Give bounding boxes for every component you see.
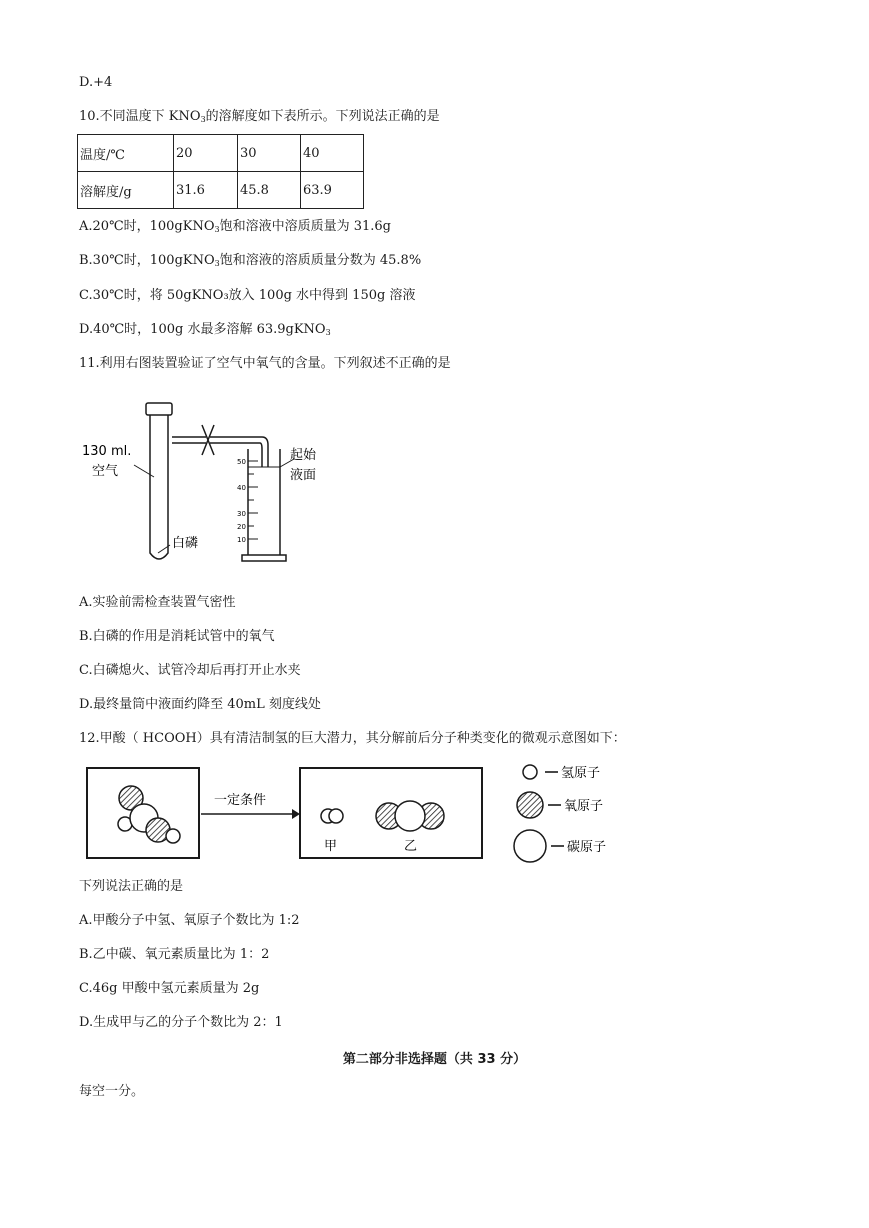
q10-option-a [79,218,391,239]
molecule-reaction-figure [84,760,644,870]
q11-option-b: B.白磷的作用是消耗试管中的氧气 [79,629,275,644]
tick-label: 50 [237,458,246,466]
table-cell: 40 [301,135,364,172]
air-pointer-shape [134,465,154,477]
initial-liquid-label-1: 起始 [290,448,317,463]
q12-option-b: B.乙中碳、氧元素质量比为 1：2 [79,947,270,962]
table-row-solubility [78,172,364,209]
table-row-temperature [78,135,364,172]
hydrogen-atom [166,829,180,843]
q10-d-sub: 3 [325,328,331,337]
tick-label: 10 [237,536,246,544]
q9-option-d: D.+4 [79,75,113,90]
q10-option-c: C.30℃时，将 50gKNO₃放入 100g 水中得到 150g 溶液 [79,288,416,303]
solubility-table [77,134,364,209]
carbon-legend-label: 碳原子 [567,840,607,855]
cylinder-ticks-shape [248,461,258,539]
q12-stem: 12.甲酸（ HCOOH）具有清洁制氢的巨大潜力，其分解前后分子种类变化的微观示意图如下： [79,731,626,746]
oxygen-apparatus-figure [80,395,350,575]
connecting-tube-shape [172,437,206,443]
volume-label: 130 ml. [82,444,132,459]
q10-stem-pre: 10.不同温度下 KNO [79,109,201,124]
q12-lead: 下列说法正确的是 [79,879,184,894]
product-b-label: 乙 [404,839,418,854]
arrow-head-shape [292,809,300,819]
test-tube-shape [150,415,168,559]
q10-a-sub: 3 [214,225,220,234]
stopper-shape [146,403,172,415]
q11-stem: 11.利用右图装置验证了空气中氧气的含量。下列叙述不正确的是 [79,356,451,371]
hydrogen-legend-label: 氢原子 [561,766,601,781]
table-cell: 31.6 [174,172,238,209]
initial-level-shape [248,459,294,467]
q10-d-pre: D.40℃时，100g 水最多溶解 63.9gKNO [79,322,326,337]
oxygen-legend-label: 氧原子 [564,799,604,814]
hydrogen-atom [329,809,343,823]
table-cell: 温度/℃ [78,135,174,172]
q10-b-sub: 3 [214,259,220,268]
q11-option-c: C.白磷熄火、试管冷却后再打开止水夹 [79,663,301,678]
product-a-label: 甲 [324,839,338,854]
tick-label: 20 [237,523,246,531]
clamp-shape [202,425,214,455]
q11-option-d: D.最终量筒中液面约降至 40mL 刻度线处 [79,697,321,712]
q10-stem-post: 的溶解度如下表所示。下列说法正确的是 [205,109,440,124]
q10-a-pre: A.20℃时，100gKNO [79,219,215,234]
air-label: 空气 [92,464,119,479]
table-cell: 溶解度/g [78,172,174,209]
q12-option-d: D.生成甲与乙的分子个数比为 2：1 [79,1015,283,1030]
table-cell: 30 [238,135,301,172]
q10-a-post: 饱和溶液中溶质质量为 31.6g [219,219,391,234]
cylinder-shape [242,449,286,561]
q10-stem-sub: 3 [200,115,206,124]
initial-liquid-label-2: 液面 [290,468,317,483]
oxygen-legend-atom [517,792,543,818]
q10-b-pre: B.30℃时，100gKNO [79,253,215,268]
carbon-legend-atom [514,830,546,862]
part2-title: 第二部分非选择题（共 33 分） [342,1052,527,1067]
q12-option-a: A.甲酸分子中氢、氧原子个数比为 1:2 [79,913,300,928]
reaction-condition-label: 一定条件 [214,793,267,808]
q10-option-d [79,321,331,342]
table-cell: 20 [174,135,238,172]
table-cell: 63.9 [301,172,364,209]
part2-note: 每空一分。 [79,1084,145,1099]
carbon-atom [395,801,425,831]
q10-b-post: 饱和溶液的溶质质量分数为 45.8% [219,253,422,268]
q10-stem [79,108,440,129]
q10-option-b [79,252,421,273]
q11-option-a: A.实验前需检查装置气密性 [79,595,236,610]
table-cell: 45.8 [238,172,301,209]
q12-option-c: C.46g 甲酸中氢元素质量为 2g [79,981,260,996]
tick-label: 40 [237,484,246,492]
tick-label: 30 [237,510,246,518]
phosphorus-label: 白磷 [172,536,199,551]
hydrogen-legend-atom [523,765,537,779]
